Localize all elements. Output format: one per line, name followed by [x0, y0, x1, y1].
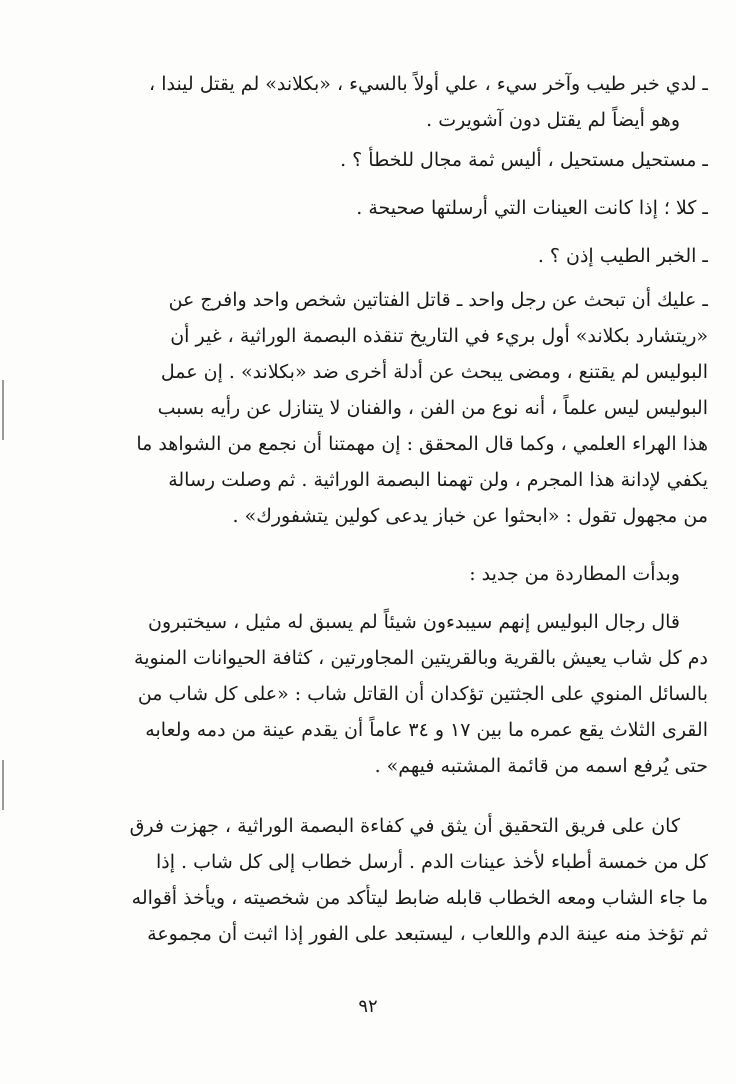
paragraph-7: [66, 604, 708, 784]
text-line: يكفي لإدانة هذا المجرم ، ولن تهمنا البصمة الوراثية . ثم وصلت رسالة: [168, 469, 708, 491]
text-line: وهو أيضاً لم يقتل دون آشويرت .: [426, 109, 680, 131]
text-line: بالسائل المنوي على الجثتين تؤكدان أن القاتل شاب : «على كل شاب من: [137, 683, 708, 705]
text-line: قال رجال البوليس إنهم سيبدءون شيئاً لم يسبق له مثيل ، سيختبرون: [148, 611, 680, 633]
scan-edge-mark: [2, 380, 4, 440]
text-line: كان على فريق التحقيق أن يثق في كفاءة البصمة الوراثية ، جهزت فرق: [129, 815, 680, 837]
text-line: «ريتشارد بكلاند» أول بريء في التاريخ تنقذه البصمة الوراثية ، غير أن: [170, 325, 708, 347]
text-line: كل من خمسة أطباء لأخذ عينات الدم . أرسل خطاب إلى كل شاب . إذا: [156, 851, 708, 873]
text-line: ـ الخبر الطيب إذن ؟ .: [537, 245, 708, 267]
text-line: وبدأت المطاردة من جديد :: [469, 563, 680, 585]
page-number: ٩٢: [358, 996, 378, 1017]
paragraph-3: [66, 190, 708, 226]
text-line: حتى يُرفع اسمه من قائمة المشتبه فيهم» .: [374, 755, 708, 777]
text-line: دم كل شاب يعيش بالقرية وبالقريتين المجاورتين ، كثافة الحيوانات المنوية: [134, 647, 708, 669]
text-line: ـ كلا ؛ إذا كانت العينات التي أرسلتها صحيحة .: [356, 197, 708, 219]
text-line: ما جاء الشاب ومعه الخطاب قابله ضابط ليتأكد من شخصيته ، ويأخذ أقواله: [131, 887, 708, 909]
text-line: ـ لدي خبر طيب وآخر سيء ، علي أولاً بالسيء ، «بكلاند» لم يقتل ليندا ،: [149, 73, 708, 95]
text-line: القرى الثلاث يقع عمره ما بين ١٧ و ٣٤ عاماً أن يقدم عينة من دمه ولعابه: [145, 719, 708, 741]
paragraph-5: [66, 282, 708, 534]
text-line: ـ مستحيل مستحيل ، أليس ثمة مجال للخطأ ؟ .: [340, 149, 708, 171]
paragraph-4: [66, 238, 708, 274]
paragraph-6: [66, 556, 708, 592]
paragraph-2: [66, 142, 708, 178]
text-line: ـ عليك أن تبحث عن رجل واحد ـ قاتل الفتاتين شخص واحد وافرج عن: [168, 289, 708, 311]
text-line: البوليس لم يقتنع ، ومضى يبحث عن أدلة أخرى ضد «بكلاند» . إن عمل: [160, 361, 708, 383]
scan-edge-mark: [2, 760, 4, 810]
paragraph-8: [66, 808, 708, 952]
text-line: البوليس ليس علماً ، أنه نوع من الفن ، والفنان لا يتنازل عن رأيه بسبب: [157, 397, 708, 419]
text-line: ثم تؤخذ منه عينة الدم واللعاب ، ليستبعد على الفور إذا اثبت أن مجموعة: [147, 923, 708, 945]
paragraph-1: [66, 66, 708, 138]
text-line: من مجهول تقول : «ابحثوا عن خباز يدعى كولين يتشفورك» .: [232, 505, 708, 527]
text-line: هذا الهراء العلمي ، وكما قال المحقق : إن مهمتنا أن نجمع من الشواهد ما: [136, 433, 708, 455]
